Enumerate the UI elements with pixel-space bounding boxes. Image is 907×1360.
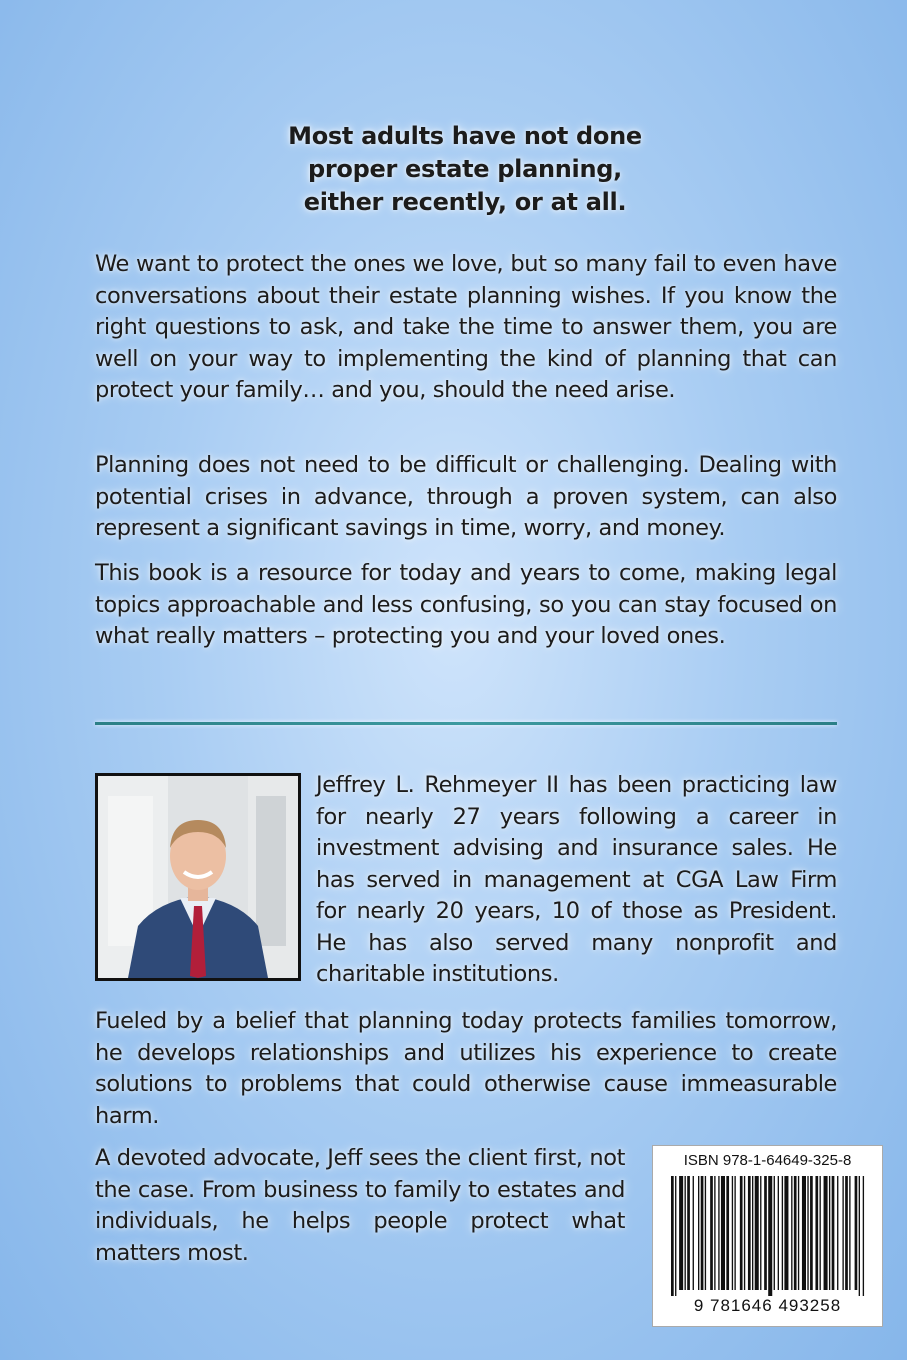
description-paragraph-1: We want to protect the ones we love, but so many fail to even have conversations about their estate planning wishes. If you know the right questions to ask, and take the time to answer them, you are well on your way to implementing the kind of planning that can protect your family… and you, should the need arise. [95, 251, 837, 403]
author-photo [95, 773, 301, 981]
section-divider [95, 722, 837, 725]
author-bio-paragraph-2: Fueled by a belief that planning today protects families tomorrow, he develops relationships and utilizes his experience to create solutions to problems that could otherwise cause immeasurable harm. [95, 1008, 837, 1129]
isbn-barcode-box [652, 1145, 883, 1327]
author-bio-paragraph-1: Jeffrey L. Rehmeyer II has been practicing law for nearly 27 years following a career in investment advising and insurance sales. He has served in management at CGA Law Firm for nearly 20 years, 10 of those as President. He has also served many nonprofit and charitable institutions. [316, 772, 837, 987]
tagline [240, 120, 690, 219]
barcode-number: 9 781646 493258 [693, 1296, 842, 1315]
author-bio-paragraph-3: A devoted advocate, Jeff sees the client first, not the case. From business to family to estates and individuals, he helps people protect what matters most. [95, 1145, 625, 1266]
description-paragraph-2: Planning does not need to be difficult or challenging. Dealing with potential crises in advance, through a proven system, can also represent a significant savings in time, worry, and money. [95, 452, 837, 541]
description-paragraph-3: This book is a resource for today and years to come, making legal topics approachable and less confusing, so you can stay focused on what really matters – protecting you and your loved ones. [95, 560, 837, 649]
tagline-line-3: either recently, or at all. [303, 188, 627, 216]
isbn-label: ISBN 978-1-64649-325-8 [683, 1152, 852, 1169]
tagline-line-2: proper estate planning, [308, 155, 622, 183]
tagline-line-1: Most adults have not done [288, 122, 642, 150]
